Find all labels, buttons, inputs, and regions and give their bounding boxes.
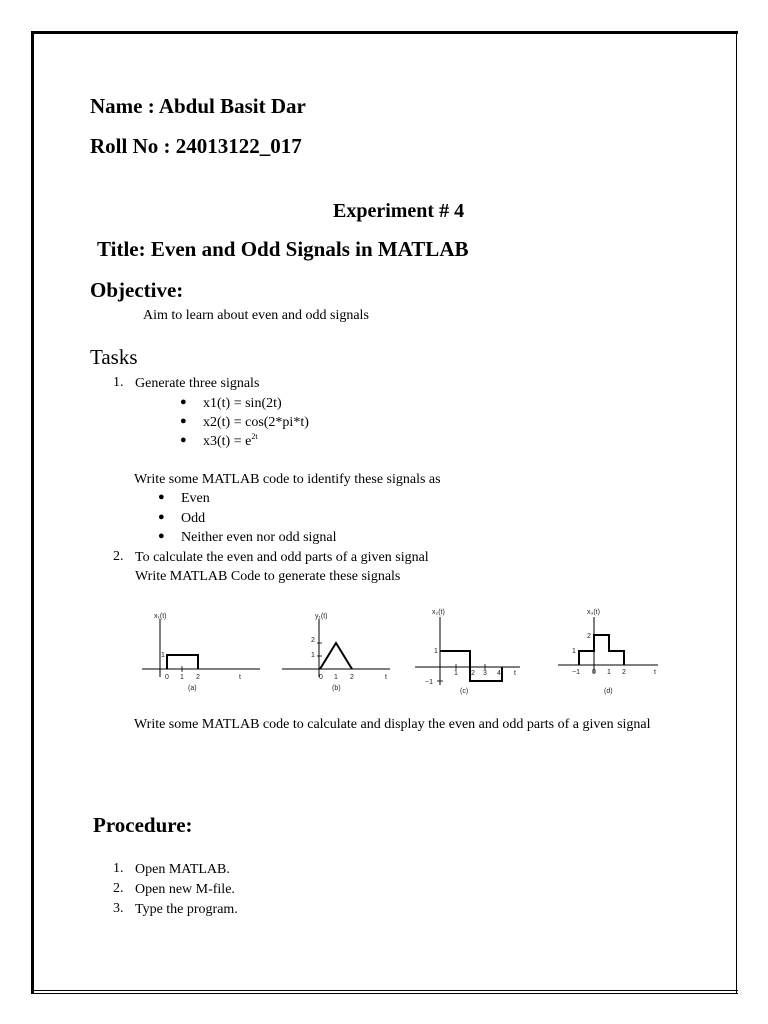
- identify-instruction: Write some MATLAB code to identify these signals as: [134, 472, 441, 487]
- figure-d-caption: (d): [604, 688, 613, 695]
- student-name: Name : Abdul Basit Dar: [90, 94, 306, 118]
- figure-c-xtick-2: 2: [471, 670, 475, 677]
- task-2-text: To calculate the even and odd parts of a given signal: [135, 550, 429, 565]
- signal-figure-d: [550, 603, 662, 698]
- procedure-step-3-number: 3.: [113, 901, 124, 916]
- signal-3: [203, 432, 258, 451]
- figure-a-axis-t: t: [239, 674, 241, 681]
- figure-d-xtick-neg1: −1: [572, 669, 580, 676]
- bullet-icon: ●: [158, 511, 165, 523]
- bullet-icon: ●: [180, 396, 187, 408]
- figure-c-caption: (c): [460, 688, 469, 695]
- task-1-text: Generate three signals: [135, 376, 260, 391]
- signal-1: x1(t) = sin(2t): [203, 396, 282, 411]
- objective-text: Aim to learn about even and odd signals: [143, 308, 369, 323]
- procedure-step-1: Open MATLAB.: [135, 862, 230, 877]
- figure-d-ytick-2: 2: [587, 633, 591, 640]
- roll-number: Roll No : 24013122_017: [90, 134, 302, 158]
- document-title: Title: Even and Odd Signals in MATLAB: [97, 237, 469, 261]
- figure-c-xtick-4: 4: [497, 670, 501, 677]
- figure-b-xtick-1: 1: [334, 674, 338, 681]
- figure-b-caption: (b): [332, 685, 341, 692]
- page-border-bottom-inner: [31, 993, 738, 994]
- page-border-bottom: [31, 990, 738, 991]
- figure-c-xtick-3: 3: [483, 670, 487, 677]
- category-odd: Odd: [181, 511, 206, 526]
- procedure-step-3: Type the program.: [135, 902, 238, 917]
- category-neither: Neither even nor odd signal: [181, 530, 337, 545]
- signal-figure-a: [140, 605, 265, 697]
- figure-b-xtick-0: 0: [319, 674, 323, 681]
- figure-c-ytick-neg1: −1: [425, 679, 433, 686]
- bullet-icon: ●: [158, 491, 165, 503]
- figure-b-ytick-1: 1: [311, 652, 315, 659]
- figure-a-xtick-0: 0: [165, 674, 169, 681]
- figure-a-xtick-1: 1: [180, 674, 184, 681]
- figure-b-xtick-2: 2: [350, 674, 354, 681]
- figure-c-ytick-1: 1: [434, 648, 438, 655]
- figure-a-xtick-2: 2: [196, 674, 200, 681]
- procedure-step-2: Open new M-file.: [135, 882, 235, 897]
- figure-d-ylabel: x₃(t): [587, 609, 600, 616]
- figure-a-ytick-1: 1: [161, 652, 165, 659]
- tasks-heading: Tasks: [90, 345, 138, 369]
- figure-a-caption: (a): [188, 685, 197, 692]
- bullet-icon: ●: [180, 415, 187, 427]
- figure-d-axis-t: t: [654, 669, 656, 676]
- signal-figure-c: [410, 603, 525, 698]
- procedure-step-2-number: 2.: [113, 881, 124, 896]
- signal-figure-b: [280, 605, 395, 697]
- figure-b-ytick-2: 2: [311, 637, 315, 644]
- procedure-heading: Procedure:: [93, 813, 193, 837]
- task-1-number: 1.: [113, 375, 124, 390]
- figure-d-xtick-1: 1: [607, 669, 611, 676]
- figure-a-ylabel: x₁(t): [154, 613, 167, 620]
- objective-heading: Objective:: [90, 278, 184, 302]
- figure-d-xtick-0: 0: [592, 669, 596, 676]
- task-2-subtext: Write MATLAB Code to generate these signals: [135, 569, 401, 584]
- figure-b-axis-t: t: [385, 674, 387, 681]
- figure-b-ylabel: y₁(t): [315, 613, 328, 620]
- signal-3-base: x3(t) = e: [203, 434, 252, 449]
- figure-c-xtick-1: 1: [454, 670, 458, 677]
- bullet-icon: ●: [180, 434, 187, 446]
- figure-d-xtick-2: 2: [622, 669, 626, 676]
- page-border-top: [31, 31, 738, 34]
- category-even: Even: [181, 491, 210, 506]
- procedure-step-1-number: 1.: [113, 861, 124, 876]
- bullet-icon: ●: [158, 530, 165, 542]
- task-2-number: 2.: [113, 549, 124, 564]
- experiment-number: Experiment # 4: [333, 200, 465, 222]
- signal-3-exponent: 2t: [251, 432, 258, 441]
- figure-d-ytick-1: 1: [572, 648, 576, 655]
- task-2-instruction: Write some MATLAB code to calculate and display the even and odd parts of a given signal: [134, 717, 651, 732]
- signal-2: x2(t) = cos(2*pi*t): [203, 415, 309, 430]
- page-border-left: [31, 31, 34, 994]
- page-border-right: [736, 31, 737, 994]
- figure-c-axis-t: t: [514, 670, 516, 677]
- figure-c-ylabel: x₂(t): [432, 609, 445, 616]
